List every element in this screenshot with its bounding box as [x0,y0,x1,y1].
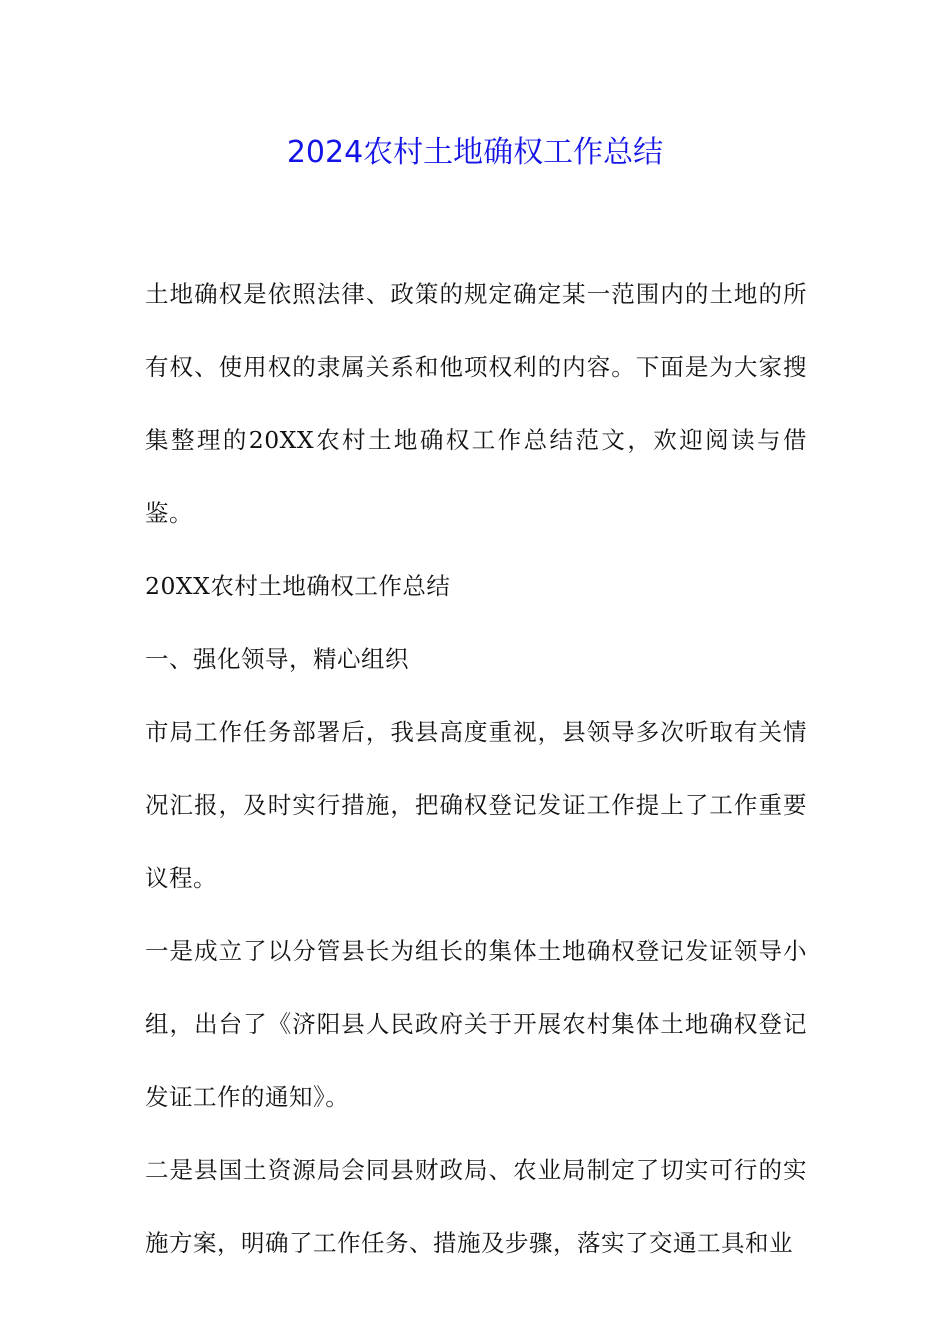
document-title: 2024农村土地确权工作总结 [286,135,664,170]
body-paragraph: 市局工作任务部署后，我县高度重视，县领导多次听取有关情况汇报，及时实行措施，把确权登记发证工作提上了工作重要议程。 [145,718,807,892]
document-body [145,258,807,1280]
subsection-heading: 一、强化领导，精心组织 [145,645,409,673]
body-paragraph: 二是县国土资源局会同县财政局、农业局制定了切实可行的实施方案，明确了工作任务、措施及步骤，落实了交通工具和业 [145,1156,807,1257]
body-paragraph: 一是成立了以分管县长为组长的集体土地确权登记发证领导小组，出台了《济阳县人民政府关于开展农村集体土地确权登记发证工作的通知》。 [145,937,807,1111]
section-heading: 20XX农村土地确权工作总结 [145,572,451,600]
intro-paragraph: 土地确权是依照法律、政策的规定确定某一范围内的土地的所有权、使用权的隶属关系和他项权利的内容。下面是为大家搜集整理的20XX农村土地确权工作总结范文，欢迎阅读与借鉴。 [145,280,807,527]
